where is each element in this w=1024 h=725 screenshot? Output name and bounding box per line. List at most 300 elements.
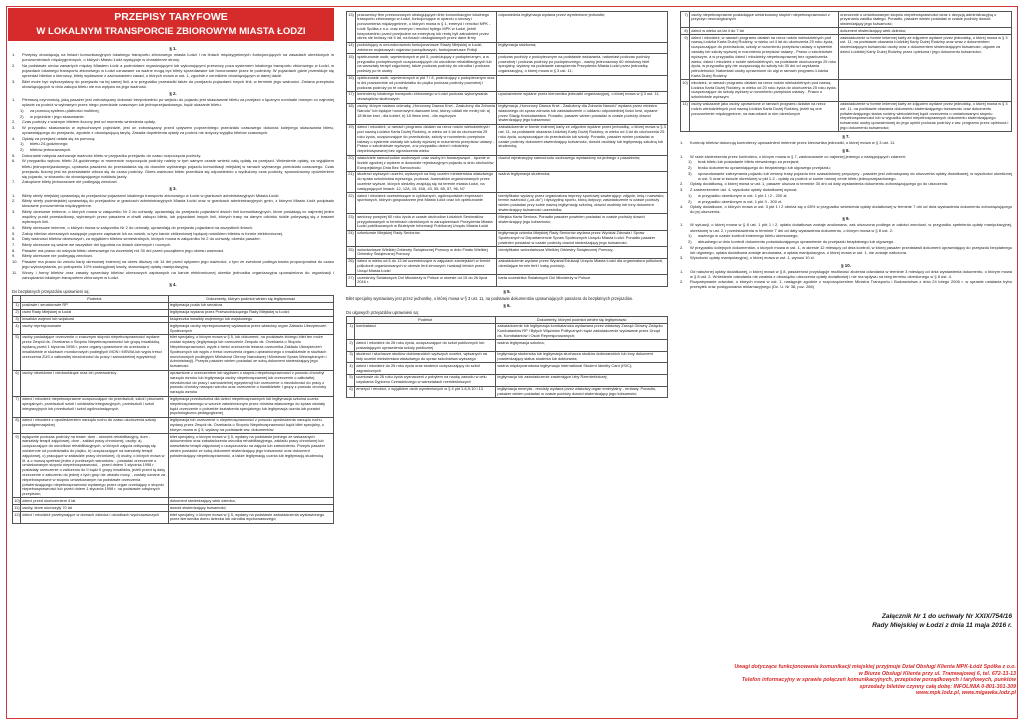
contact-links[interactable]: www.mpk.lodz.pl, www.migawka.lodz.pl: [916, 690, 1016, 696]
paragraph-number: 2.: [680, 244, 684, 250]
row-documents: legitymacja lub zaświadczenie zawierające Izby Rzemieślniczej;: [496, 374, 668, 386]
row-subject: dzieci i młodzież przebywające w domach dziecka i ośrodkach wychowawczych: [21, 512, 169, 524]
row-subject: posłowie i senatorowie RP: [21, 302, 169, 309]
title-line-1: PRZEPISY TARYFOWE: [114, 11, 228, 23]
table-row: [13, 512, 334, 524]
row-number: 2): [13, 309, 21, 316]
paragraph-number: 1): [688, 233, 692, 239]
row-documents: bilet specjalny, o którym mowa w § 5, wydany na podstawie jednego ze wskazanych dokumentów oraz zaświadczenia ośrodka rehabilitacyjnego, zakładu pracy chronionej lub warsztatów terapii zajęciowej o uczęszczaniu na zajęcia lub zatrudnieniu. Przepis pasażer winien posiadać ze sobą dokument stwierdzający jego tożsamość oraz dokument potwierdzający niepełnosprawność, a także legitymację ucznia lub legitymację studencką: [168, 434, 333, 498]
contact-line-4: sprzedaży biletów czynny całą dobę: INFOLINIA 0-801-301-309: [859, 683, 1016, 690]
row-number: 19): [347, 124, 356, 155]
table-row: [347, 340, 668, 352]
row-subject: studenci wyższych uczelni, wpisanych na listy uczelni ministerstwa właściwego do spraw szkolnictwa wyższego, podczas Juwenaliów organizowanych przez uczelnie wyższe, których siedziby znajdują się na terenie miasta Łodzi, na następujących liniach: 12, 12A, 15, 15A, 43, 55, 65, 57, 96, N7: [356, 171, 497, 192]
row-documents: bilet specjalny, o którym mowa w § 5, lub dokument, na podstawie którego bilet ten może zostać wydany (legitymacja lub orzeczenie Zespołu ds. Orzekania o Stopniu Niepełnosprawności, wypis z treści orzeczenia lekarza orzecznika Zakładu Ubezpieczeń Społecznych lub wypis z treści orzeczenia organu uprawnionego o inwalidztwie w służbach mundurowych podległych Ministrowi Obrony Narodowej i Ministrowi Spraw Wewnętrznych i Administracji). Przepis pasażer winien posiadać ze sobą dokument stwierdzający jego tożsamość: [168, 334, 333, 370]
section-7-list: [680, 140, 1012, 145]
paragraph-text: w przypadku określonym w ust. 1 pkt 3 - 300 zł.: [698, 198, 783, 204]
row-number: 18): [347, 103, 356, 124]
section-6-intro: Do ulgowych przejazdów uprawnieni są:: [346, 309, 419, 315]
row-documents: legitymacja lub orzeczenie o niepełnosprawności z powodu upośledzenia narządu ruchu wydany przez Zespół ds. Orzekania o Stopniu Niepełnosprawności bądź bilet specjalny, o którym mowa w § 5, wydany na podstawie ww. dokumentów: [168, 417, 333, 433]
paragraph: [12, 253, 334, 258]
row-documents: dokument stwierdzający wiek dziecka;: [168, 498, 333, 505]
table-row: [13, 334, 334, 370]
paragraph-text: brak biletu lub posiadanie biletu nieważnego za przejazd;: [698, 159, 800, 165]
paragraph-number: 2): [688, 198, 692, 204]
paragraph-text: w przypadku określonym w ust. 1 pkt 1 i 2 - 200 zł;: [698, 192, 788, 198]
table-row: [347, 386, 668, 398]
row-documents: zaświadczenie w formie imiennej karty ze zdjęciem wydane przez jednostkę, o której mowa w § 3 ust. 11, na podstawie okazania Łódzkiej Karty Dużej Rodziny oraz wraz z dokumentem stwierdzającym tożsamość osoby oraz z dokumentem stwierdzającym tożsamość; ulgowe za dzieci Łódzkiej Karty Dużej Rodziny przez opiekuna i jego dokumentu tożsamości;: [838, 35, 1011, 80]
paragraph-number: 2.: [12, 198, 16, 204]
paragraph: [12, 270, 334, 280]
paragraph: [680, 199, 1012, 204]
paragraph-number: 4.: [12, 135, 16, 141]
paragraph: [12, 179, 334, 184]
table-row: [347, 75, 668, 91]
table-row: [347, 230, 668, 246]
paragraph: [12, 242, 334, 247]
row-number: 11): [14, 504, 20, 510]
section-10-title: § 10.: [841, 262, 851, 268]
row-documents: bilet specjalny, o którym mowa w § 5, wydany na podstawie zaświadczenia wystawionego przez kierownika domu dziecka lub ośrodka wychowawczego;: [168, 512, 333, 524]
row-subject: emeryci i renciści, z wyjątkiem osób wymienionych w § 4 pkt 1-6,9-10 i 13: [355, 386, 496, 398]
table-row: [347, 214, 668, 230]
row-documents: ważna legitymacja studencka;: [497, 171, 668, 192]
paragraph-text: braku dokumentu uprawniającego do bezpłatnego lub ulgowego przejazdu;: [698, 164, 831, 170]
row-documents: legitymacja emeryta - rencisty wydana przez właściwy organ emerytalny - rentowy. Ponadto, pasażer winien posiadać w czasie podróży dowód stwierdzający jego tożsamość;: [496, 386, 668, 398]
table-header-no: [347, 317, 355, 324]
paragraph: [12, 193, 334, 198]
table-header-documents: Dokumenty, którym podmiot winien się legitymować: [168, 296, 333, 303]
row-subject: dzieci w wieku od 6 do 13 lat uczestniczące w zajęciach zamiejskich w formie półkolonii organizowanych w okresie ferii zimowych i wakacji letnich przez Urząd Miasta Łodzi: [356, 258, 497, 274]
row-number: 12): [13, 512, 21, 524]
row-documents: dowód rejestracyjny samochodu osobowego wystawiony na jednego z pasażerów;: [497, 155, 668, 171]
title-line-2: W LOKALNYM TRANSPORCIE ZBIOROWYM MIASTA ŁODZI: [36, 26, 306, 37]
paragraph-text: Kontrolę biletów dokonują kontrolerzy upoważnieni imiennie przez kierownika jednostki, o której mowa w § 3 ust. 11.: [690, 140, 896, 146]
paragraph-number: 5.: [12, 230, 16, 236]
table-row: [347, 323, 668, 339]
table-row: [13, 505, 334, 512]
row-documents: dowód stwierdzający tożsamość;: [168, 505, 333, 512]
reduced-fare-table-continued: [680, 11, 1012, 132]
row-subject: osoby represjonowane: [21, 323, 169, 335]
paragraph-text: Pierwszą czynnością, jaką pasażer jest zobowiązany dokonać bezpośrednio po wejściu do pojazdu jest skasowanie biletu za przejazd o łącznym nominale równym co najmniej opłacie za podróż w wybranym przez niego przedziale czasowym lub jednoprzejazdowego, bądź okazanie biletu:: [22, 97, 334, 108]
paragraph: [12, 108, 334, 113]
paragraph-text: Bilety okresowe nie podlegają zwrotowi.: [22, 253, 93, 259]
section-5-title: § 5.: [503, 288, 511, 294]
resolution-line-1: Załącznik Nr 1 do uchwały Nr XXIX/754/16: [881, 613, 1012, 620]
paragraph: [12, 231, 334, 236]
paragraph: [12, 209, 334, 224]
paragraph-text: Bilety okresowe imienne, o których mowa w załączniku Nr 2 do uchwały, uprawniają do przejazdu pojazdami na wszystkich liniach.: [22, 224, 253, 230]
section-2-title: § 2.: [169, 90, 177, 96]
section-8-list: [680, 154, 1012, 215]
paragraph-number: 2): [688, 238, 692, 244]
paragraph-number: 8.: [12, 247, 16, 253]
row-documents: legitymacja osoby represjonowanej wydawana przez właściwy organ Zakładu Ubezpieczeń Społecznych: [168, 323, 333, 335]
paragraph: [12, 225, 334, 230]
paragraph: [680, 187, 1012, 192]
row-number: 3): [347, 351, 355, 363]
paragraph: [680, 159, 1012, 164]
paragraph-number: 1.: [680, 268, 684, 274]
paragraph: [680, 181, 1012, 186]
row-documents: legitymacja „Honorowy Dawca Krwi - Zasłużony dla Zdrowia Narodu" wydana przez ministra właściwego do spraw zdrowia lub zaświadczenie o oddaniu odpowiedniej ilości krwi, wydane przez Stację Krwiodawstwa. Ponadto, pasażer winien posiadać w czasie podróży dowód stwierdzający jego tożsamość;: [497, 103, 668, 124]
paragraph-number: 5.: [12, 152, 16, 158]
row-subject: pracownicy firm przewozowych obsługujących linie komunikacyjne lokalnego transportu zbiorowego w Łodzi, funkcjonujące w oparciu o umowy i porozumienia międzygminne, o których mowa w § 1, emeryci i renciści MPK - Łódź Spółka z o.o. oraz emeryci i renciści byłego MPK w Łodzi, jeżeli bezpośrednio przed przejściem na emeryturę lub rentę byli zatrudnieni przez okres nie krótszy niż 5 lat, na liniach obsługiwanych przez dane firmy: [356, 12, 497, 43]
paragraph-text: biletów jednorazowych.: [30, 147, 72, 153]
paragraph-number: 2.: [12, 62, 16, 68]
row-number: 9): [681, 35, 690, 80]
section-6-title: § 6.: [503, 302, 511, 308]
reduced-fare-table: [346, 316, 668, 398]
paragraph-text: W sytuacji, o której mowa w § 8 ust. 1 pkt 1 i 2, opłata dodatkowa zostaje anulowana, zaś uiszczona podlega w całości zwrotowi, w przypadku spełnienia opłaty manipulacyjnej, określonej w ust. 2, i przedstawienia w terminie 7 dni od daty wystawienia dokumentu, o którym mowa w § 8 ust. 2:: [690, 222, 1012, 233]
section-1-title: § 1.: [169, 46, 177, 51]
row-documents: dokument stwierdzający wiek dziecka;: [838, 28, 1011, 35]
paragraph: [12, 136, 334, 141]
table-header-row: [13, 296, 334, 303]
paragraph-number: 1): [20, 141, 24, 147]
row-subject: osoby niepełnosprawne posiadające umiarkowany stopień niepełnosprawności z przyczyn neurologicznych: [690, 12, 839, 28]
row-number: 20): [347, 155, 356, 171]
paragraph: [680, 193, 1012, 198]
row-number: 16): [347, 75, 356, 91]
section-10-list: [680, 269, 1012, 290]
row-documents: zaświadczenie w formie imiennej karty ze zdjęciem wydane przez jednostkę, o której mowa w § 3 ust. 11, na podstawie okazania dokumentu stwierdzającego tożsamość oraz dokumentu potwierdzającego status rodziny wielodzietnej bądź orzeczenia o umiarkowanym stopniu niepełnosprawności lub w wypadku dzieci niepełnosprawnych dokumentu stwierdzającego tożsamość osoby upoważnionej do jego opieki podczas podróży z ww. programu przez opiekuna i jego dokumentu tożsamości;: [838, 101, 1011, 132]
row-documents: legitymacja służbowa;: [497, 42, 668, 54]
paragraph: [12, 97, 334, 107]
row-number: 25): [347, 247, 356, 259]
row-documents: [497, 75, 668, 91]
row-subject: osoby, którym nadano odznakę „Honorowy Dawca Krwi - Zasłużony dla Zdrowia Narodu" lub będące honorowymi dawcami krwi, którzy oddali nie mniej niż: a) 18 litrów krwi - dla kobiet, b) 18 litrów krwi - dla mężczyzn: [356, 103, 497, 124]
paragraph: [680, 154, 1012, 159]
row-number: 3): [13, 316, 21, 323]
paragraph-text: Dokonanie nabycia zachowuje ważność biletu w przypadku przejazdu do czasu rozpoczęcia podróży.: [22, 152, 202, 158]
paragraph: [12, 259, 334, 269]
paragraph-number: 2.: [680, 181, 684, 187]
paragraph-number: 10.: [12, 259, 18, 265]
paragraph: [12, 158, 334, 178]
table-row: [347, 42, 668, 54]
paragraph: [680, 140, 1012, 145]
paragraph-number: 11.: [12, 269, 18, 275]
paragraph-text: Bilety okresowe są ważne we wszystkie dni tygodnia na liniach dziennych i nocnych.: [22, 241, 172, 247]
table-header-documents: Dokumenty, którymi podmiot winien się legitymować: [496, 317, 668, 324]
row-subject: studenci i słuchacze studiów doktoranckich wyższych uczelni, wpisanych na listy uczelni ministerstwa właściwego do spraw szkolnictwa wyższego: [355, 351, 496, 363]
row-documents: legitymacja wydana przez Przewodniczącego Rady Miejskiej w Łodzi;: [168, 309, 333, 316]
row-number: 5): [13, 334, 21, 370]
row-subject: opiekunowie osób, wymienionych w pkt 5, podróżujący z podopiecznym, a w przypadku podopiecznych uczęszczających do ośrodków rehabilitacyjnych lub na warsztaty terapii zajęciowej, także podczas podróży do ośrodka i podczas podróży po te osoby: [356, 54, 497, 75]
paragraph: [12, 153, 334, 158]
row-subject: wyłącznie podczas podróży na trasie: dom - ośrodek rehabilitacyjny, dom - warsztaty terapii zajęciowej, dom - zakład pracy chronionej, osoby: a) uczęszczające do ośrodków rehabilitacyjnych, w których zajęcia odbywają się codziennie od poniedziałku do piątku, b) uczęszczające na warsztaty terapii zajęciowej, c) pracujące w zakładzie pracy chronionej, d) osoby, o których mowa w lit. a-c muszą spełniać jeden z poniższych warunków: - posiadać orzeczenie o umiarkowanym stopniu niepełnosprawności, - przed dniem 1 stycznia 1998 r. posiadały orzeczenie o zaliczeniu do II bądź II grupy inwalidów, jeżeli przed tą datą orzeczenie o zaliczeniu do jednej z tych grup nie utraciło mocy, - zostały uznane za niepełnosprawne w stopniu umiarkowanym na podstawie orzeczenia potwierdzającego niepełnosprawność wydanego przez organ orzekający o stopniu niepełnosprawności lub przed dniem 1 stycznia 1998 r. na podstawie odrębnych przepisów;: [21, 434, 169, 498]
row-subject: kombatanci: [355, 323, 496, 339]
paragraph-text: Pasażer ma prawo do nabycia biletu okresowego na wcześniej niż 30 dni przed początkiem jego okresu ważności.: [22, 247, 225, 253]
paragraph-number: 1): [688, 192, 692, 198]
table-row: [347, 91, 668, 103]
table-row: [347, 54, 668, 75]
paragraph: [680, 204, 1012, 214]
row-documents: zaświadczenie w formie imiennej karty ze zdjęciem wydane przez jednostkę, o której mowa w § 3 ust. 11, na podstawie okazania Łódzkiej Karty Dużej Rodziny, w wieku od 4 lat do ukończenia 25 roku życia, uczęszczające do przedszkola lub szkoły. Ponadto, pasażer winien posiadać w czasie podróży dokument stwierdzający tożsamość, dowód osobisty lub legitymację szkolną lub studencką;: [497, 124, 668, 155]
paragraph: [12, 248, 334, 253]
paragraph-number: 3.: [12, 124, 16, 130]
paragraph-number: 1.: [680, 140, 684, 146]
paragraph-number: 1): [688, 159, 692, 165]
paragraph-number: 1.: [680, 153, 684, 159]
column-2: [346, 10, 668, 720]
paragraph-text: W razie stwierdzenia przez kontrolera, o którym mowa w § 7, zastosowanie co najmniej jednego z następujących zdarzeń:: [690, 153, 907, 159]
table-row: [347, 103, 668, 124]
table-row: [347, 155, 668, 171]
row-number: 5): [347, 374, 355, 386]
row-number: 2): [347, 340, 355, 352]
section-2-list: [12, 97, 334, 184]
row-number: 7): [681, 12, 690, 28]
row-subject: uczestnicy Światowych Dni Młodzieży w Polsce w okresie od 15 do 26 lipca 2016 r.: [356, 275, 497, 287]
row-subject: dzieci i młodzież, w ramach programu działań na rzecz rodzin wielodzietnych pod nazwą Łódzka Karta Dużej Rodziny, w wieku od 4 lat do ukończenia 25 roku życia, uczęszczające do przedszkola, szkoły w rozumieniu przepisów ustawy o systemie oświaty lub szkoły wyższej w rozumieniu przepisów ustawy - Prawo o szkolnictwie wyższym, a w przypadku dzieci i młodzieży niepełnosprawnej bez ograniczenia wieku: [356, 124, 497, 155]
row-number: 10): [681, 80, 690, 101]
paragraph-text: biletu 24-godzinnego;: [30, 141, 69, 147]
section-9-list: [680, 222, 1012, 260]
row-number: 4): [347, 363, 355, 375]
row-number: 8): [681, 28, 690, 35]
row-subject: właściciele samochodów osobowych oraz osoby im towarzyszące - łącznie w liczbie zgodnej z wpisem w dowodzie rejestracyjnym pojazdu w dniu obchodów Europejskiego Dnia Bez Samochodu: [356, 155, 497, 171]
row-number: 8): [13, 417, 21, 433]
table-row: [13, 434, 334, 498]
title-banner: [8, 8, 334, 41]
paragraph: [680, 171, 1012, 181]
row-documents: karta uczestnika Światowych Dni Młodzieży w Polsce.: [497, 275, 668, 287]
row-subject: członkowie Miejskiej Rady Seniorów: [356, 230, 497, 246]
row-documents: ważna legitymacja szkolna;: [496, 340, 668, 352]
table-row: [347, 351, 668, 363]
table-row: [681, 101, 1012, 132]
row-number: 4): [13, 323, 21, 335]
row-documents: identyfikator wydany przez organizatora imprezy sportowej zawierający: zdjęcie, imię i nazwisko, termin ważności („od-do") i dyscyplinę sportu, którą dotyczy; zaświadczenie w czasie podróży winien posiadać przy sobie ważną legitymację szkolną, dowód osobisty lub inny dokument stwierdzający tożsamość uczestnika;: [497, 193, 668, 214]
row-number: 9): [13, 434, 21, 498]
paragraph: [12, 198, 334, 208]
row-number: 23): [347, 214, 356, 230]
resolution-reference: [680, 612, 1012, 630]
row-subject: inwalidzi wojenni lub wojskowi: [21, 316, 169, 323]
table-header-no: [13, 296, 21, 303]
row-number: 27): [347, 275, 356, 287]
row-subject: dzieci i młodzież, w ramach programu działań na rzecz rodzin wielodzietnych pod nazwą Łódzka Karta Dużej Rodziny, w wieku od 4 lat do ukończenia 25 roku życia, uczęszczające do przedszkola, szkoły w rozumieniu przepisów ustawy o systemie oświaty lub szkoły wyższej w rozumieniu przepisów ustawy - Prawo o szkolnictwie wyższym, a w przypadku dzieci i młodzieży niepełnosprawnej bez ograniczenia wieku; dzieci i młodzież z rodzin wielodzietnych, na podstawie ukończonego 25 roku życia, w przypadku gdy nie uczęszczają do szkoły lub 30 dni od uzyskania pełnoletności; Natomiast osoby uprawnione do ulgi w ramach programu Łódzka Karta Dużej Rodziny: [690, 35, 839, 80]
table-row: [347, 258, 668, 274]
row-subject: młodzież, w ramach programu działań na rzecz rodzin wielodzietnych pod nazwą Łódzka Karta Dużej Rodziny, w wieku od 20 roku życia do ukończenia 25 roku życia, uczęszczające do szkoły wyższej w rozumieniu przepisów ustawy - Prawo o szkolnictwie wyższym: [691, 79, 837, 100]
row-documents: podczas podróży z podopiecznym na podstawie wskazania, natomiast podczas podróży powrotnej i podczas podróży po podopiecznego - ważny jednorazowy 60-minutowy bilet specjalny, wydany na podstawie zarządzenia Prezydenta Miasta Łodzi przez jednostkę organizacyjną, o której mowa w § 3 ust. 11;: [497, 54, 668, 75]
paragraph-text: Opłatę dodatkową, o której mowa w ust. 1, pasażer uiszcza w terminie 30 dni od daty wystawienia dokumentu zobowiązującego go do uiszczenia.: [690, 181, 949, 187]
paragraph-text: Zakup biletów okresowych następuje poprzez zapisanie ich na nośnik, w tym karcie zbliżeniowej będącej nośnikiem biletów w formie elektronicznej.: [22, 230, 284, 236]
paragraph-text: Bilety strefy podmiejskiej uprawniają do przejazdów w granicach administracyjnych Miasta Łodzi oraz w granicach administracyjnych gmin, z którymi Miasto Łódź podpisało stosowne porozumienia międzygminne.: [22, 198, 334, 209]
table-row: [681, 12, 1012, 28]
paragraph-text: Na podstawie umów zawartych między Miastem Łódź a podmiotami organizującymi lub wykonującymi przewozy poza systemem lokalnego transportu zbiorowego w Łodzi, w pojazdach lokalnego transportu zbiorowego w Łodzi uznawane za ważne mogą być bilety sprzedawane lub honorowane przez te podmioty. W pojazdach gdzie przewiduje się sprzedaż biletów u kierowcy, bilety wydawane z zachowaniem zasad, o których mowa w ust. 1, zgodnie z cennikiem obowiązującym w danej dacie.: [22, 62, 334, 79]
paragraph-number: 2): [20, 113, 24, 119]
table-row: [13, 302, 334, 309]
row-number: 15): [347, 54, 356, 75]
row-documents: legitymacja posła lub senatora: [168, 302, 333, 309]
paragraph-text: Bilet może być wykorzystany do przejazdu na tej samej linii, a w przypadku przesiadki także do przejazdu pojazdami innych linii, w terminie jego ważności. Zmiana przepisów obowiązujących w dniu zakupu biletu nie ma wpływu na jego ważność.: [22, 78, 334, 89]
paragraph-text: W przypadku skasowania w wybuchowym pojeździe, jest on zobowiązany przed upływem poprzedniego przedziału czasowego dokonać kolejnego skasowania biletu, uprawniającego do przejazdu, zgodnie z obowiązującą taryfą. Zasada dopełnienia opłaty za podróż nie dotyczy wyjątku biletów czasowych.: [22, 124, 334, 135]
section-1-list: [12, 52, 334, 89]
row-subject: opiekunowie osób, wymienionych w pkt 7 i 8, podróżujący z podopiecznym oraz w dni powszednie od poniedziałku do piątku podczas podróży powrotnej i podczas podróży po te osoby: [356, 75, 497, 91]
paragraph: [680, 269, 1012, 279]
row-documents: uprawnione z orzeczeniem lub wypisem o stopniu niepełnosprawności z powodu chorobyi narządu wzroku lub legitymacja osoby niepełnosprawnej lub orzeczenie o całkowitej niezdolności do pracy i samodzielnej egzystencji lub orzeczenie o niezdolności do pracy z powodu choroby narządu wzroku oraz orzeczenie o inwalidztwie I grupy z powodu choroby narządu wzroku: [168, 370, 333, 396]
paragraph-text: Opłatę za przejazd ustala się za pomocą:: [22, 135, 96, 141]
row-subject: dzieci i młodzież uczestniczące w cyklicznych, ogólnopolskich imprezach sportowych, których gospodarzem jest Miasto Łódź oraz ich opiekunowie: [356, 193, 497, 214]
table-row: [347, 363, 668, 375]
table-header-subject: Podmiot: [355, 317, 496, 324]
paragraph-text: W przypadku kolejnych dokumentów, o których mowa w ust. 1, w okresie 12 miesięcy od dnia kontroli, w której pasażer przedstawił dokument uprawniający do przejazdu bezpłatnego lub ulgowego, opłata dodatkowa zostaje anulowana, a opłata manipulacyjna, o której mowa w ust. 1, nie zostaje naliczona.: [690, 244, 1012, 255]
row-documents: identyfikator wolontariusza Wielkiej Orkiestry Świątecznej Pomocy;: [497, 247, 668, 259]
paragraph-text: Zakupione bilety jednorazowe nie podlegają zwrotowi.: [22, 179, 118, 185]
row-documents: legitymacja członka Miejskiej Rady Seniorów wydana przez Wydział Zdrowia i Spraw Społecznych w Departamencie Spraw Społecznych Urzędu Miasta Łodzi. Ponadto pasażer powinien posiadać w czasie podróży dowód stwierdzający jego tożsamość;: [497, 230, 668, 246]
paragraph-text: Bilety strefy miejskiej uprawniają do przejazdów pojazdami lokalnego transportu zbiorowego w Łodzi w granicach administracyjnych Miasta Łodzi.: [22, 192, 280, 198]
paragraph: [12, 114, 334, 119]
table-row: [347, 12, 668, 43]
section-9-title: § 9.: [842, 216, 850, 222]
paragraph: [12, 125, 334, 135]
paragraph-number: 9.: [12, 253, 16, 259]
paragraph-number: 3.: [680, 187, 684, 193]
table-row: [13, 309, 334, 316]
table-row: [13, 498, 334, 505]
paragraph-number: 4.: [12, 224, 16, 230]
row-number: 21): [347, 171, 356, 192]
paragraph-text: Daty ważności biletów okresowych, za wyjątkiem biletów semestralnych, których mowa w załączniku Nr 2 do uchwały, określa pasażer.: [22, 236, 261, 242]
row-subject: dzieci przed ukończeniem 4 lat: [21, 498, 169, 505]
row-number: 1): [347, 323, 355, 339]
row-subject: osoby wskazane jako osoby uprawnione w ramach programu działań na rzecz rodzin wielodzietnych pod nazwą Łódzka Karta Dużej Rodziny, jeżeli są one porozumienie międzygminne, na warunkach w nim określonych: [690, 101, 839, 132]
row-subject: dzieci w wieku od lat 4 do 7 lat: [690, 28, 839, 35]
paragraph-text: Opłaty dodatkowe, o których mowa w ust. 3 pkt 1 i 2 obniża się o 65% w przypadku wniesienia opłaty dodatkowej w terminie 7 dni od dnia wystawienia dokumentu zobowiązującego do jej uiszczenia.: [690, 204, 1012, 215]
table-row: [13, 323, 334, 335]
row-number: 11): [681, 101, 690, 132]
row-subject: dzieci i młodzież niepełnosprawne uczęszczające do przedszkoli, szkół i placówek specjalnych, przedszkoli szkół i oddziałów integracyjnych, przedszkoli i szkół integracyjnych lub przedszkoli i szkół ogólnodostępnych: [21, 396, 169, 417]
paragraph-text: aktualnego w dniu kontroli dokumentu poświadczającego uprawnienie do przejazdu bezpłatnego lub ulgowego.: [698, 238, 895, 244]
table-row: [13, 396, 334, 417]
row-subject: radni Rady Miejskiej w Łodzi: [21, 309, 169, 316]
section-4-intro: Do bezpłatnych przejazdów uprawnieni są:: [12, 289, 90, 295]
paragraph-number: 2.: [12, 119, 16, 125]
paragraph-number: 1.: [12, 97, 16, 103]
table-row: [681, 35, 1012, 80]
paragraph: [680, 222, 1012, 232]
section-4-title: § 4.: [169, 282, 177, 287]
row-subject: dzieci i młodzież do 26 roku życia oraz studenci uczęszczający do szkół zagranicznych: [355, 363, 496, 375]
row-number: 10): [14, 497, 20, 503]
paragraph-number: 1.: [680, 222, 684, 228]
paragraph-text: W przypadku wyboru biletu 24-godzinnego w momencie rozpoczęcia podróży należy w tym samym czasie wnieść całą opłatę za przejazd. Wniesienie opłaty, za wyjątkiem biletu jednoprzejazdowego, uprawnia pasażera do przesiadania się do dowolne wybranego pojazdu komunikacji miejskiej w ramach wybranego przedziału czasowego. Czas przejazdu liczony jest na przesiadanie wlicza się do czasu podróży. Okres ważności biletu przedłuża się odpowiednio o wydłużony czas podróży, spowodowany opóźnieniem się pojazdu, w stosunku do obowiązującego rozkładu jazdy.: [22, 158, 334, 179]
row-subject: uczniowie do 26 roku życia wyznaczeni z pobytem na naukę zawodu w celu uzyskania Dyplomu Czeladniczego w warsztatach rzemieślniczych: [355, 374, 496, 386]
contact-info: [700, 664, 1016, 697]
paragraph-number: 6.: [12, 158, 16, 164]
paragraph: [680, 245, 1012, 255]
table-header-row: [347, 317, 668, 324]
paragraph-number: 1.: [12, 52, 16, 58]
paragraph-number: 6.: [12, 236, 16, 242]
paragraph-text: Rozpatrywanie odwołań, o których mowa w ust. 1, następuje zgodnie z rozporządzeniem Ministra Transportu i Budownictwa z dnia 24 lutego 2006 r. w sprawie ustalania trybu przesyłek oraz postępowania reklamacyjnego (Dz. U. Nr 38, poz. 266): [690, 279, 1012, 290]
row-number: 1): [13, 302, 21, 309]
paragraph-number: 1): [20, 107, 24, 113]
contact-line-2: w Biurze Obsługi Klienta przy ul. Tramwajowej 6, tel. 672-13-13: [858, 670, 1016, 677]
table-row: [347, 193, 668, 214]
paragraph-text: za pomocą systemu płatności mobilnej,: [30, 107, 100, 113]
contact-line-3: Telefon informacyjny w sprawie połączeń komunikacyjnych, przepisów porządkowych i taryfowych, punktów: [741, 677, 1016, 683]
row-subject: osoby posiadające orzeczenie o znacznym stopniu niepełnosprawności wydane przez Zespół ds. Orzekania o Stopniu Niepełnosprawności lub grupę inwalidzką wydaną przed 1 stycznia 1998 r. przez organy uprawnione do orzekania o inwalidztwie w służbach mundurowych podległych MON i MSWiA lub wypis treści orzeczenia ZUS o całkowitej niezdolności do pracy i samodzielnej egzystencji: [21, 334, 169, 370]
row-subject: seniorzy powyżej 60 roku życia w czasie obchodów Łódzkich Senioraliów przygotowanych w terminach określonych w zarządzeniach Prezydenta Miasta Łodzi publikowanych w Biuletynie Informacji Publicznej Urzędu Miasta Łodzi: [356, 214, 497, 230]
row-documents: odpowiednia legitymacja wydana przez wymienione jednostki;: [497, 12, 668, 43]
free-travel-table-continued: [346, 11, 668, 287]
section-8-title: § 8.: [842, 147, 850, 153]
paragraph-text: Od nałożonej opłaty dodatkowej, o której mowa w § 8, pasażerowi przysługuje możliwość złożenia odwołania w terminie 3 miesięcy od dnia wystawienia dokumentu, o którym mowa w § 8 ust. 2. Wniesienie odwołania nie zwalnia z obowiązku uiszczenia opłaty dodatkowej i nie ma wpływu na bieg terminu określonego w § 8 ust. 4.: [690, 268, 1012, 279]
paragraph-text: ważnego w czasie kontroli imiennego biletu okresowego;: [698, 233, 799, 239]
row-subject: osoby, które ukończyły 70 lat: [21, 505, 169, 512]
row-documents: [838, 80, 1011, 101]
row-number: 14): [347, 42, 356, 54]
section-5-text: Bilet specjalny wystawiany jest przez jednostkę, o której mowa w § 3 ust. 11, na podstawie dokumentów uprawniających pasażera do bezpłatnych przejazdów.: [346, 295, 633, 301]
paragraph-number: 3.: [12, 78, 16, 84]
row-documents: legitymacja studencka lub legitymacja słuchacza studiów doktoranckich lub inny dokument potwierdzający status studenta lub doktoranta;: [496, 351, 668, 363]
row-number: 6): [13, 370, 21, 396]
paragraph-text: Czas podróży z ważnym biletem liczony jest od momentu wniesienia opłaty.: [22, 119, 156, 125]
column-1: [12, 44, 334, 720]
contact-line-1: Uwagi dotyczące funkcjonowania komunikacji miejskiej przyjmuje Dział Obsługi Klienta MPK-Łódź Spółka z o.o.: [734, 664, 1016, 670]
table-row: [347, 124, 668, 155]
row-number: 17): [347, 91, 356, 103]
row-documents: orzeczenie o umiarkowanym stopniu niepełnosprawności wraz z decyzją administracyjną o przyznaniu zasiłku stałego. Ponadto, pasażer winien posiadać w czasie podróży dowód stwierdzający jego tożsamość;: [838, 12, 1011, 28]
table-header-subject: Podmiot: [21, 296, 169, 303]
table-row: [13, 370, 334, 396]
paragraph: [680, 279, 1012, 289]
paragraph-text: Pasażer ma prawo do zwrotu karty okresowej imiennej na okres dłuższy niż 14 dni przed upływem jego ważności, z tym że zwrotowi podlega kwota proporcjonalna do czasu jego wykorzystania, po potrąceniu 10% zaokrąglonej kwoty, stanowiącej opłatę manipulacyjną.: [22, 259, 334, 270]
row-number: 13): [347, 12, 356, 43]
paragraph-number: 1.: [12, 192, 16, 198]
row-subject: podróżujący w umundurowaniu funkcjonariusze Straży Miejskiej w Łodzi, żołnierze wojskowych organów porządkowych, funkcjonariusze Policji: [356, 42, 497, 54]
paragraph-text: Bilety okresowe imienne, o których mowa w załączniku Nr 2 do uchwały, uprawniają do przejazdu pojazdami dwóch linii komunikacyjnych, które posiadają co najmniej jeden wspólny punkt przesiadkowy, wybranych przez pasażera w chwili zakupu biletu, lub pojazdami innych linii, których trasy na danym odcinku ściśle pokrywają się z trasami wybranych linii.: [22, 209, 334, 225]
paragraph-number: 2): [20, 147, 24, 153]
paragraph: [680, 255, 1012, 260]
row-documents: upoważnienie wydane przez kierownika jednostki organizacyjnej, o której mowa w § 3 ust. 11;: [497, 91, 668, 103]
paragraph: [680, 233, 1012, 238]
paragraph-number: 2.: [680, 279, 684, 285]
table-row: [347, 374, 668, 386]
free-travel-table: [12, 295, 334, 523]
row-documents: legitymacja przedszkolna dla dzieci niepełnosprawnych lub legitymacja szkolna ucznia niepełnosprawnego w wzorze zatwierdzonym przez ministra właściwego do spraw oświaty bądź orzeczenie o potrzebie kształcenia specjalnego lub legitymacja ucznia lub poradni psychologiczno-pedagogicznej: [168, 396, 333, 417]
section-3-list: [12, 193, 334, 280]
row-subject: wolontariusze Wielkiej Orkiestry Świątecznej Pomocy w dniu Finału Wielkiej Orkiestry Świątecznej Pomocy: [356, 247, 497, 259]
paragraph-text: Przepisy obowiązują na liniach komunikacyjnych lokalnego transportu zbiorowego miasta Łodzi i na liniach międzygminnych funkcjonujących na zasadach określonych w porozumieniach międzygminnych, o których Miasto Łódź występuje w charakterze strony.: [22, 52, 334, 63]
row-documents: książeczka inwalidy wojennego lub wojskowego: [168, 316, 333, 323]
paragraph-number: 2): [688, 164, 692, 170]
table-row: [13, 316, 334, 323]
paragraph-number: 3.: [680, 255, 684, 261]
row-documents: zaświadczenie wydane przez Wydział Edukacji Urzędu Miasta Łodzi dla organizatora półkolonii, określające termin ferii i trasę podróży;: [497, 258, 668, 274]
paragraph: [12, 79, 334, 89]
paragraph-number: 3): [688, 170, 692, 176]
paragraph: [12, 63, 334, 78]
paragraph-text: Wzory i formy biletów oraz zasady sprzedaży biletów okresowych zapisanych na karcie elektronicznej określa jednostka organizacyjna upoważniona do organizacji i zarządzania lokalnym transportem zbiorowym w Łodzi.: [22, 269, 334, 280]
paragraph-number: 3.: [12, 209, 16, 215]
table-row: [347, 247, 668, 259]
table-row: [681, 80, 1012, 101]
paragraph-text: Z zastrzeżeniem ust. 4, wysokość opłaty dodatkowej wynosi:: [690, 187, 798, 193]
row-number: 6): [347, 386, 355, 398]
paragraph: [680, 165, 1012, 170]
paragraph-number: 7.: [12, 241, 16, 247]
row-subject: osoby niewidome i niedowidzące oraz ich przewodnicy: [21, 370, 169, 396]
resolution-line-2: Rady Miejskiej w Łodzi z dnia 11 maja 2016 r.: [872, 622, 1012, 629]
paragraph: [680, 239, 1012, 244]
row-documents: ważna międzynarodowa legitymacja International Student Identity Card (ISIC);: [496, 363, 668, 375]
paragraph: [12, 147, 334, 152]
